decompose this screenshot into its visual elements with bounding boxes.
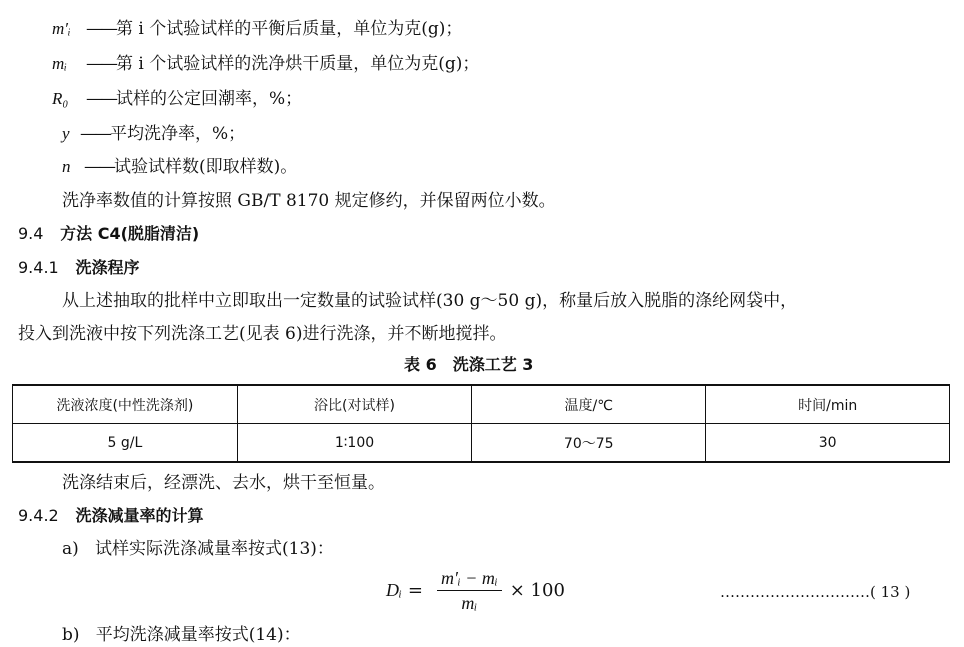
table-row bbox=[13, 424, 950, 463]
cell-temperature: 70～75 bbox=[472, 424, 706, 463]
item-text: 平均洗涤减量率按式(14)： bbox=[95, 625, 301, 645]
rounding-note: 洗净率数值的计算按照 GB/T 8170 规定修约，并保留两位小数。 bbox=[62, 191, 556, 211]
formula-numerator: m′ᵢ − mᵢ bbox=[437, 568, 502, 591]
paragraph-line-1: 从上述抽取的批样中立即取出一定数量的试验试样(30 g～50 g)，称量后放入脱脂的涤纶网袋中， bbox=[62, 291, 798, 311]
formula-lhs: Dᵢ bbox=[386, 579, 402, 600]
definition-m-prime: m′ᵢ ——第 i 个试验试样的平衡后质量，单位为克(g)； bbox=[52, 19, 463, 39]
section-9-4 bbox=[18, 223, 199, 245]
formula-number bbox=[720, 583, 910, 601]
formula-leader: ………………………… bbox=[720, 583, 870, 601]
definition-m: mᵢ ——第 i 个试验试样的洗净烘干质量，单位为克(g)； bbox=[52, 54, 480, 74]
item-text: 试样实际洗涤减量率按式(13)： bbox=[95, 539, 334, 559]
section-number: 9.4 bbox=[18, 224, 44, 243]
section-title: 洗涤减量率的计算 bbox=[75, 506, 204, 525]
definition-text: 第 i 个试验试样的平衡后质量，单位为克(g)； bbox=[116, 19, 463, 39]
item-b bbox=[62, 624, 301, 646]
item-label: b) bbox=[62, 625, 80, 645]
section-title: 方法 C4(脱脂清洁) bbox=[60, 224, 200, 243]
formula-equals: = bbox=[407, 579, 423, 601]
section-number: 9.4.1 bbox=[18, 258, 59, 277]
after-wash-note: 洗涤结束后，经漂洗、去水，烘干至恒量。 bbox=[62, 473, 385, 493]
symbol-r0: R₀ bbox=[52, 89, 69, 108]
formula-13 bbox=[386, 565, 565, 615]
definition-n: n ——试验试样数(即取样数)。 bbox=[62, 157, 298, 177]
definition-text: 平均洗净率，%； bbox=[110, 124, 246, 144]
symbol-m-prime: m′ᵢ bbox=[52, 19, 71, 38]
definition-text: 第 i 个试验试样的洗净烘干质量，单位为克(g)； bbox=[116, 54, 480, 74]
item-label: a) bbox=[62, 539, 79, 559]
definition-text: 试验试样数(即取样数)。 bbox=[114, 157, 298, 177]
section-title: 洗涤程序 bbox=[75, 258, 140, 277]
header-temperature: 温度/℃ bbox=[472, 385, 706, 424]
wash-process-table bbox=[12, 384, 950, 463]
header-concentration: 洗液浓度(中性洗涤剂) bbox=[13, 385, 238, 424]
formula-denominator: mᵢ bbox=[461, 592, 478, 613]
symbol-n: n bbox=[62, 157, 71, 176]
cell-bath-ratio: 1∶100 bbox=[237, 424, 471, 463]
definition-y: y ——平均洗净率，%； bbox=[62, 124, 246, 144]
formula-fraction bbox=[437, 568, 502, 613]
item-a bbox=[62, 538, 334, 560]
section-number: 9.4.2 bbox=[18, 506, 59, 525]
section-9-4-1 bbox=[18, 257, 139, 279]
cell-time: 30 bbox=[706, 424, 950, 463]
symbol-m: mᵢ bbox=[52, 54, 67, 73]
paragraph-line-2: 投入到洗液中按下列洗涤工艺(见表 6)进行洗涤，并不断地搅拌。 bbox=[18, 324, 507, 344]
formula-times: × 100 bbox=[509, 579, 565, 601]
definition-text: 试样的公定回潮率，%； bbox=[116, 89, 303, 109]
definition-r0: R₀ ——试样的公定回潮率，%； bbox=[52, 89, 303, 109]
header-time: 时间/min bbox=[706, 385, 950, 424]
table-title: 表 6 洗涤工艺 3 bbox=[404, 355, 534, 374]
header-bath-ratio: 浴比(对试样) bbox=[237, 385, 471, 424]
table-header-row bbox=[13, 385, 950, 424]
symbol-y: y bbox=[62, 124, 70, 143]
cell-concentration: 5 g/L bbox=[13, 424, 238, 463]
formula-eq-num: ( 13 ) bbox=[870, 583, 911, 601]
section-9-4-2 bbox=[18, 505, 203, 527]
